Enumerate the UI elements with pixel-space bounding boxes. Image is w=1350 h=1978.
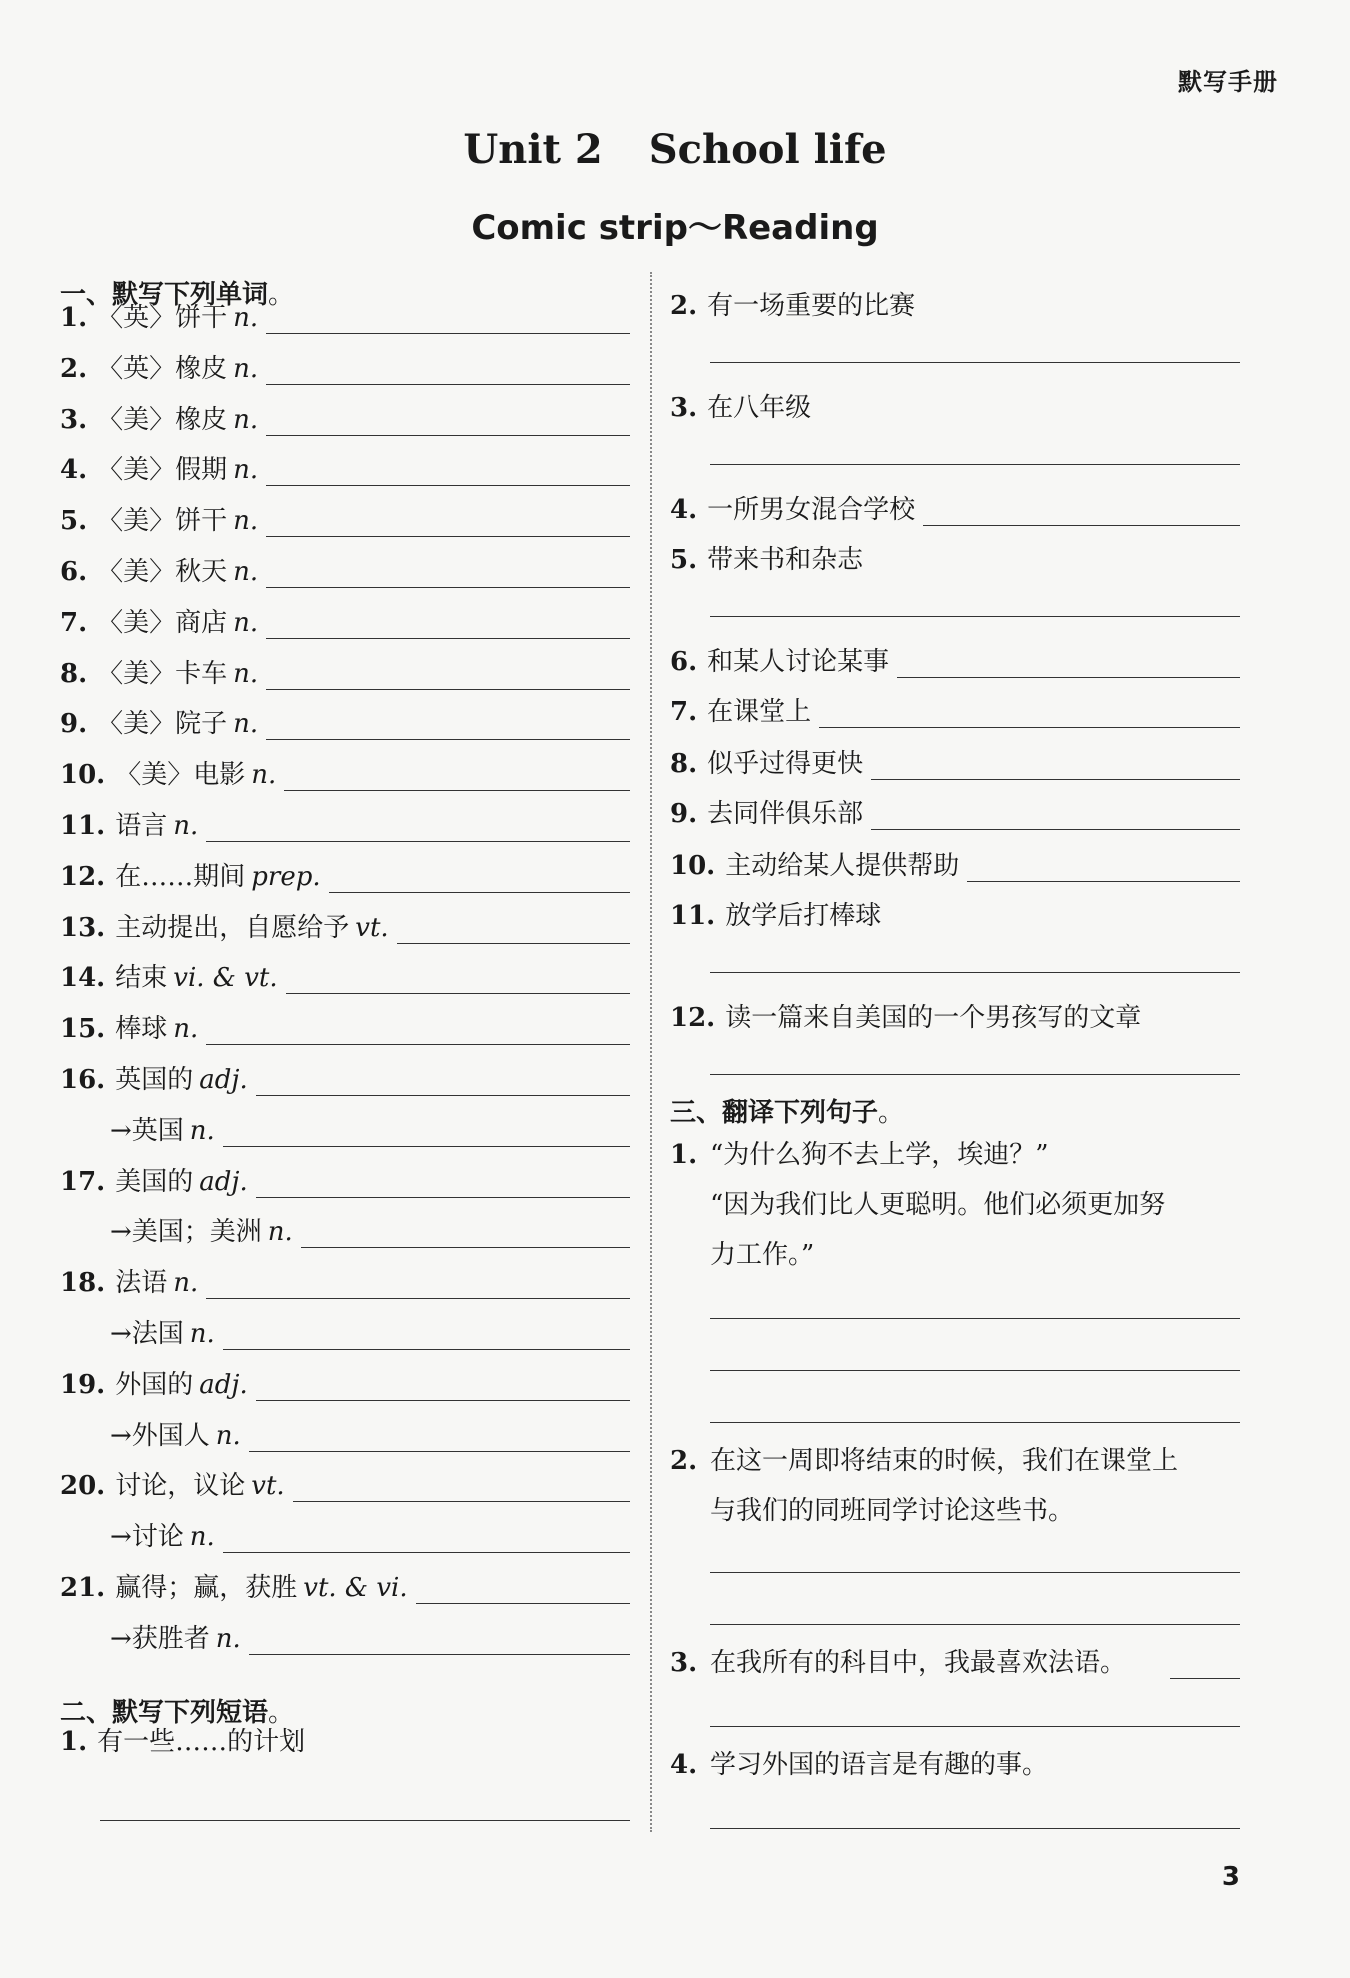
part-of-speech: n. [233,455,259,486]
answer-blank[interactable] [256,1169,630,1198]
item-number: 18. [60,1268,106,1299]
item-prompt: 语言 [115,811,168,841]
page-number: 3 [1221,1862,1240,1892]
item-prompt: 〈英〉橡皮 [97,353,228,384]
answer-line[interactable] [100,1820,630,1821]
sentence-prompt: “因为我们比人更聪明。他们必须更加努 [710,1190,1166,1220]
section1-heading: 一、默写下列单词。 [60,280,295,310]
answer-blank[interactable] [1170,1678,1240,1679]
answer-blank[interactable] [897,649,1240,678]
phrase-row [60,1712,630,1758]
answer-blank[interactable] [256,1372,630,1401]
item-number: 1. [60,303,88,333]
item-number: 7. [670,697,698,727]
part-of-speech: n. [233,607,259,638]
item-prompt: →美国；美洲 [110,1217,262,1248]
item-number: 3. [60,404,88,435]
item-prompt: 美国的 [115,1166,194,1197]
answer-blank[interactable] [871,801,1240,830]
answer-blank[interactable] [819,699,1240,728]
item-prompt: 有一些……的计划 [97,1727,306,1757]
item-prompt: 结束 [115,963,168,994]
item-number: 20. [60,1471,106,1502]
item-number: 8. [60,658,88,689]
item-number: 9. [60,709,88,740]
item-prompt: 〈美〉院子 [97,709,228,740]
word-row [60,1304,630,1350]
item-number: 11. [60,811,106,841]
item-number: 2. [670,291,698,321]
item-prompt: 在八年级 [707,393,812,423]
page-title [0,126,1350,173]
answer-blank[interactable] [266,508,630,537]
unit-label: Unit 2 [463,126,603,173]
sentence-prompt: 力工作。” [710,1240,815,1270]
word-row [60,1253,630,1299]
word-row [60,644,630,690]
item-number: 4. [60,455,88,486]
word-row [60,1152,630,1198]
answer-blank[interactable] [416,1575,630,1604]
item-prompt: →讨论 [110,1522,184,1553]
part-of-speech: n. [233,658,259,689]
item-prompt: 〈美〉秋天 [97,557,228,587]
word-row [60,898,630,944]
phrase-row [670,734,1240,780]
answer-blank[interactable] [871,751,1240,780]
answer-blank[interactable] [266,559,630,588]
part-of-speech: n. [189,1115,215,1146]
item-prompt: 有一场重要的比赛 [707,291,916,321]
item-number: 21. [60,1573,106,1603]
sentence-prompt: 学习外国的语言是有趣的事。 [710,1750,1049,1780]
item-prompt: 〈英〉饼干 [97,303,228,333]
item-number: 19. [60,1369,106,1400]
item-prompt: 主动给某人提供帮助 [725,851,960,881]
part-of-speech: n. [233,353,259,384]
item-number: 5. [60,506,88,537]
part-of-speech: n. [215,1420,241,1451]
answer-blank[interactable] [223,1321,630,1350]
item-prompt: →获胜者 [110,1623,210,1654]
item-number: 1. [60,1727,88,1757]
item-prompt: 〈美〉假期 [97,455,228,486]
answer-line[interactable] [710,616,1240,617]
phrase-row [670,682,1240,728]
item-prompt: 主动提出，自愿给予 [115,912,350,943]
unit-name: School life [648,126,887,173]
word-row [60,847,630,893]
answer-line[interactable] [710,1624,1240,1625]
word-row [60,796,630,842]
phrase-row [670,886,1240,932]
word-row [60,694,630,740]
item-prompt: 在……期间 [115,861,246,892]
answer-line[interactable] [710,972,1240,973]
sentence-prompt: 在我所有的科目中，我最喜欢法语。 [710,1648,1127,1678]
part-of-speech: n. [215,1623,241,1654]
item-prompt: 棒球 [115,1014,168,1045]
header-tag: 默写手册 [1178,68,1278,96]
item-prompt: 赢得；赢，获胜 [115,1573,298,1603]
answer-blank[interactable] [329,864,630,893]
part-of-speech: n. [173,1014,199,1045]
item-number: 1. [670,1140,698,1170]
item-number: 4. [670,1750,698,1780]
word-row [60,1355,630,1401]
answer-blank[interactable] [923,497,1240,526]
item-number: 16. [60,1065,106,1095]
item-prompt: →英国 [110,1115,184,1146]
part-of-speech: n. [251,760,277,791]
phrase-row [670,988,1240,1034]
answer-line[interactable] [710,362,1240,363]
part-of-speech: vt. & vi. [303,1573,408,1603]
answer-blank[interactable] [206,813,630,842]
part-of-speech: vt. [251,1471,285,1502]
item-prompt: 在课堂上 [707,697,812,727]
item-prompt: 一所男女混合学校 [707,495,916,525]
item-number: 13. [60,912,106,943]
answer-blank[interactable] [256,1067,630,1096]
answer-blank[interactable] [397,915,630,944]
phrase-row [670,480,1240,526]
phrase-row [670,632,1240,678]
word-row [60,1202,630,1248]
answer-blank[interactable] [266,356,630,385]
answer-blank[interactable] [293,1473,630,1502]
word-row [60,339,630,385]
item-prompt: 带来书和杂志 [707,545,864,575]
word-row [60,288,630,334]
item-prompt: 讨论，议论 [115,1471,246,1502]
answer-blank[interactable] [967,853,1240,882]
sentence-prompt: 与我们的同班同学讨论这些书。 [710,1496,1075,1526]
item-prompt: 〈美〉饼干 [97,506,228,537]
answer-blank[interactable] [284,762,630,791]
item-number: 6. [670,647,698,677]
word-row [60,1456,630,1502]
answer-blank[interactable] [266,610,630,639]
item-number: 15. [60,1014,106,1045]
answer-blank[interactable] [223,1118,630,1147]
answer-line[interactable] [710,1572,1240,1573]
item-number: 10. [60,760,106,791]
answer-line[interactable] [710,464,1240,465]
item-prompt: 读一篇来自美国的一个男孩写的文章 [725,1003,1142,1033]
phrase-row [670,530,1240,576]
page-subtitle: Comic strip～Reading [471,208,879,248]
sentence-prompt: “为什么狗不去上学，埃迪？” [710,1140,1049,1170]
phrase-row [670,784,1240,830]
word-row [60,1050,630,1096]
item-prompt: 〈美〉橡皮 [97,404,228,435]
word-row [60,440,630,486]
part-of-speech: n. [189,1319,215,1349]
answer-blank[interactable] [266,407,630,436]
phrase-row [670,836,1240,882]
word-row [60,593,630,639]
word-row [60,1101,630,1147]
answer-line[interactable] [710,1370,1240,1371]
item-prompt: 〈美〉卡车 [97,658,228,689]
word-row [60,1406,630,1452]
part-of-speech: n. [267,1217,293,1248]
item-number: 3. [670,393,698,423]
item-number: 12. [60,861,106,892]
answer-blank[interactable] [266,711,630,740]
part-of-speech: n. [173,1268,199,1299]
answer-blank[interactable] [286,965,630,994]
word-row [60,1609,630,1655]
word-row [60,491,630,537]
phrase-row [670,276,1240,322]
answer-blank[interactable] [266,305,630,334]
answer-blank[interactable] [266,661,630,690]
item-prompt: 〈美〉电影 [115,760,246,791]
part-of-speech: n. [233,303,259,333]
part-of-speech: adj. [199,1166,248,1197]
item-number: 2. [670,1446,698,1476]
item-prompt: 外国的 [115,1369,194,1400]
item-number: 5. [670,545,698,575]
part-of-speech: n. [233,506,259,537]
section3-heading: 三、翻译下列句子。 [670,1098,905,1128]
part-of-speech: n. [233,404,259,435]
answer-blank[interactable] [249,1626,630,1655]
phrase-row [670,378,1240,424]
answer-line[interactable] [710,1726,1240,1727]
item-prompt: 似乎过得更快 [707,749,864,779]
answer-blank[interactable] [223,1524,630,1553]
part-of-speech: vt. [355,912,389,943]
answer-line[interactable] [710,1828,1240,1829]
item-prompt: 和某人讨论某事 [707,647,890,677]
word-row [60,542,630,588]
item-number: 8. [670,749,698,779]
column-divider [650,272,652,1832]
item-prompt: 英国的 [115,1065,194,1095]
part-of-speech: adj. [199,1065,248,1095]
item-prompt: →外国人 [110,1420,210,1451]
item-number: 3. [670,1648,698,1678]
part-of-speech: adj. [199,1369,248,1400]
section2-heading: 二、默写下列短语。 [60,1698,295,1728]
word-row [60,999,630,1045]
word-row [60,745,630,791]
item-number: 10. [670,851,716,881]
item-prompt: 去同伴俱乐部 [707,799,864,829]
item-number: 12. [670,1003,716,1033]
item-number: 14. [60,963,106,994]
part-of-speech: prep. [251,861,321,892]
word-row [60,1558,630,1604]
answer-line[interactable] [710,1318,1240,1319]
part-of-speech: n. [173,811,199,841]
answer-blank[interactable] [266,457,630,486]
item-prompt: →法国 [110,1319,184,1349]
word-row [60,390,630,436]
item-number: 7. [60,607,88,638]
word-row [60,948,630,994]
item-number: 11. [670,901,716,931]
answer-line[interactable] [710,1422,1240,1423]
item-prompt: 法语 [115,1268,168,1299]
word-row [60,1507,630,1553]
answer-blank[interactable] [206,1270,630,1299]
item-number: 4. [670,495,698,525]
answer-blank[interactable] [206,1016,630,1045]
item-number: 2. [60,353,88,384]
part-of-speech: n. [189,1522,215,1553]
answer-blank[interactable] [249,1423,630,1452]
item-number: 9. [670,799,698,829]
item-number: 6. [60,557,88,587]
sentence-prompt: 在这一周即将结束的时候，我们在课堂上 [710,1446,1179,1476]
part-of-speech: n. [233,557,259,587]
answer-blank[interactable] [301,1219,630,1248]
part-of-speech: n. [233,709,259,740]
item-prompt: 放学后打棒球 [725,901,882,931]
item-prompt: 〈美〉商店 [97,607,228,638]
answer-line[interactable] [710,1074,1240,1075]
part-of-speech: vi. & vt. [173,963,278,994]
item-number: 17. [60,1166,106,1197]
